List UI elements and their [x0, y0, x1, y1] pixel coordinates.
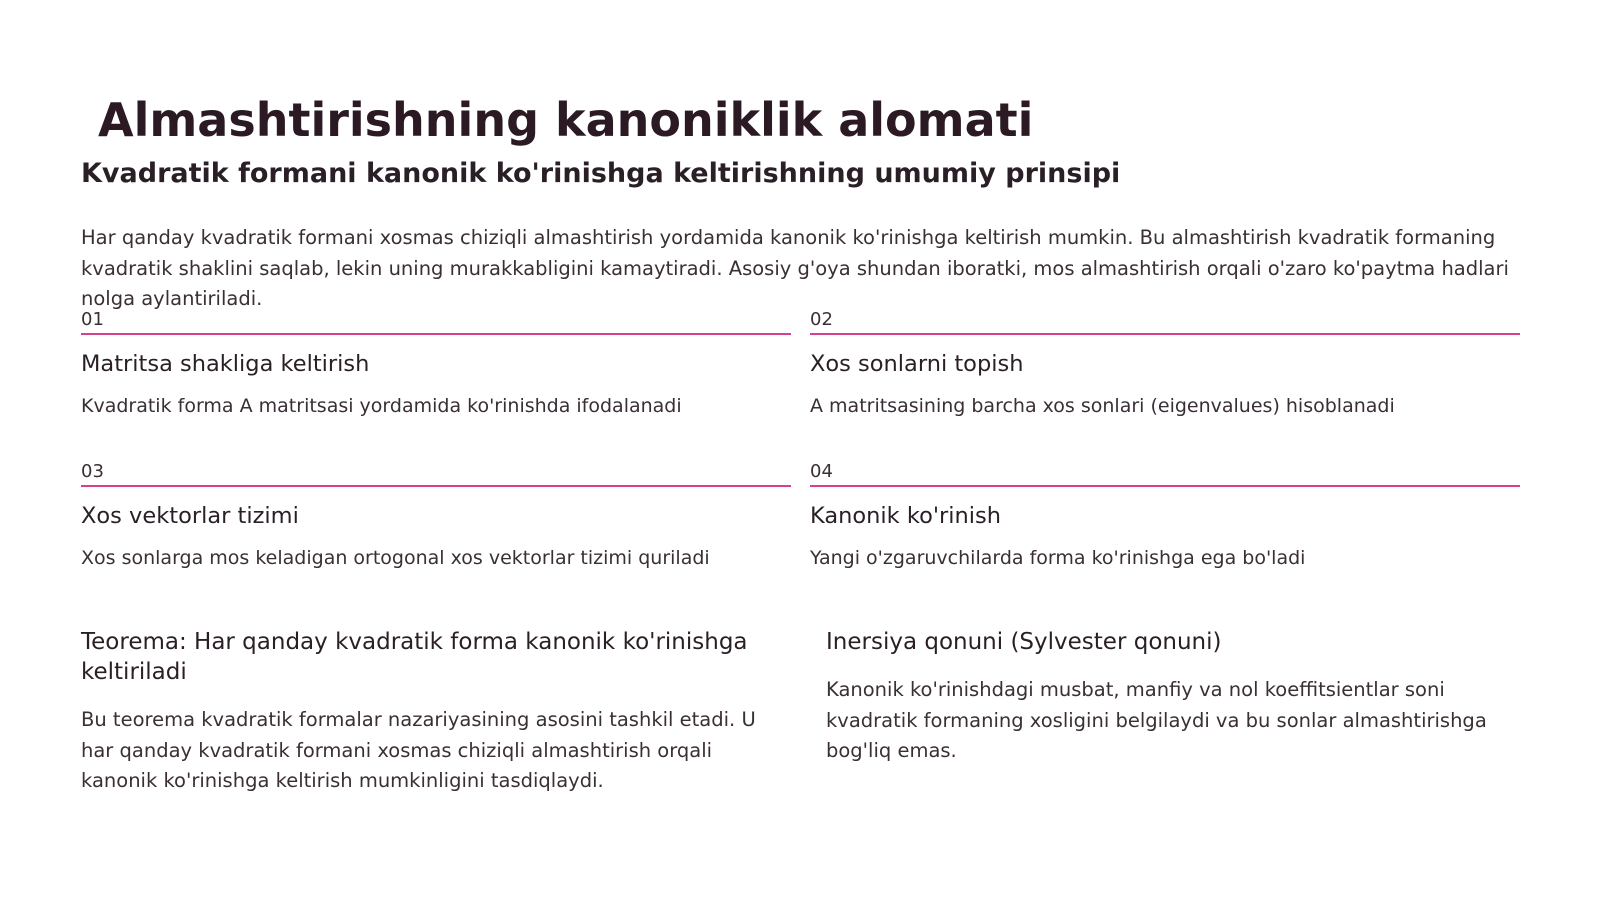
step-card-3: [81, 461, 791, 571]
step-number: 01: [81, 309, 104, 330]
step-title: Xos sonlarni topish: [810, 351, 1024, 377]
step-card-4: [810, 461, 1520, 571]
inertia-law-block: [826, 627, 1531, 767]
inertia-law-text: Kanonik ko'rinishdagi musbat, manfiy va nol koeffitsientlar soni kvadratik formaning xosligini belgilaydi va bu sonlar almashtirishga bog'liq emas.: [826, 678, 1487, 762]
step-description: Yangi o'zgaruvchilarda forma ko'rinishga ega bo'ladi: [810, 547, 1306, 569]
step-description: Kvadratik forma A matritsasi yordamida ko'rinishda ifodalanadi: [81, 395, 682, 417]
intro-paragraph: Har qanday kvadratik formani xosmas chiziqli almashtirish yordamida kanonik ko'rinishga keltirish mumkin. Bu almashtirish kvadratik formaning kvadratik shaklini saqlab, lekin uning murakkabligini kamaytiradi. Asosiy g'oya shundan iboratki, mos almashtirish orqali o'zaro ko'paytma hadlari nolga aylantiriladi.: [81, 226, 1509, 310]
step-divider: [81, 333, 791, 335]
step-divider: [81, 485, 791, 487]
theorem-block: [81, 627, 781, 797]
step-divider: [810, 485, 1520, 487]
slide-subtitle: Kvadratik formani kanonik ko'rinishga keltirishning umumiy prinsipi: [81, 158, 1121, 189]
step-title: Xos vektorlar tizimi: [81, 503, 299, 529]
step-title: Matritsa shakliga keltirish: [81, 351, 370, 377]
step-number: 02: [810, 309, 833, 330]
step-card-2: [810, 309, 1520, 419]
step-description: A matritsasining barcha xos sonlari (eigenvalues) hisoblanadi: [810, 395, 1395, 417]
theorem-text: Bu teorema kvadratik formalar nazariyasining asosini tashkil etadi. U har qanday kvadratik formani xosmas chiziqli almashtirish orqali kanonik ko'rinishga keltirish mumkinligini tasdiqlaydi.: [81, 708, 756, 792]
step-number: 03: [81, 461, 104, 482]
step-card-1: [81, 309, 791, 419]
slide-title: Almashtirishning kanoniklik alomati: [98, 93, 1034, 147]
step-divider: [810, 333, 1520, 335]
step-number: 04: [810, 461, 833, 482]
inertia-law-title: Inersiya qonuni (Sylvester qonuni): [826, 629, 1222, 655]
step-title: Kanonik ko'rinish: [810, 503, 1002, 529]
step-description: Xos sonlarga mos keladigan ortogonal xos vektorlar tizimi quriladi: [81, 547, 710, 569]
theorem-title: Teorema: Har qanday kvadratik forma kanonik ko'rinishga keltiriladi: [81, 629, 748, 685]
